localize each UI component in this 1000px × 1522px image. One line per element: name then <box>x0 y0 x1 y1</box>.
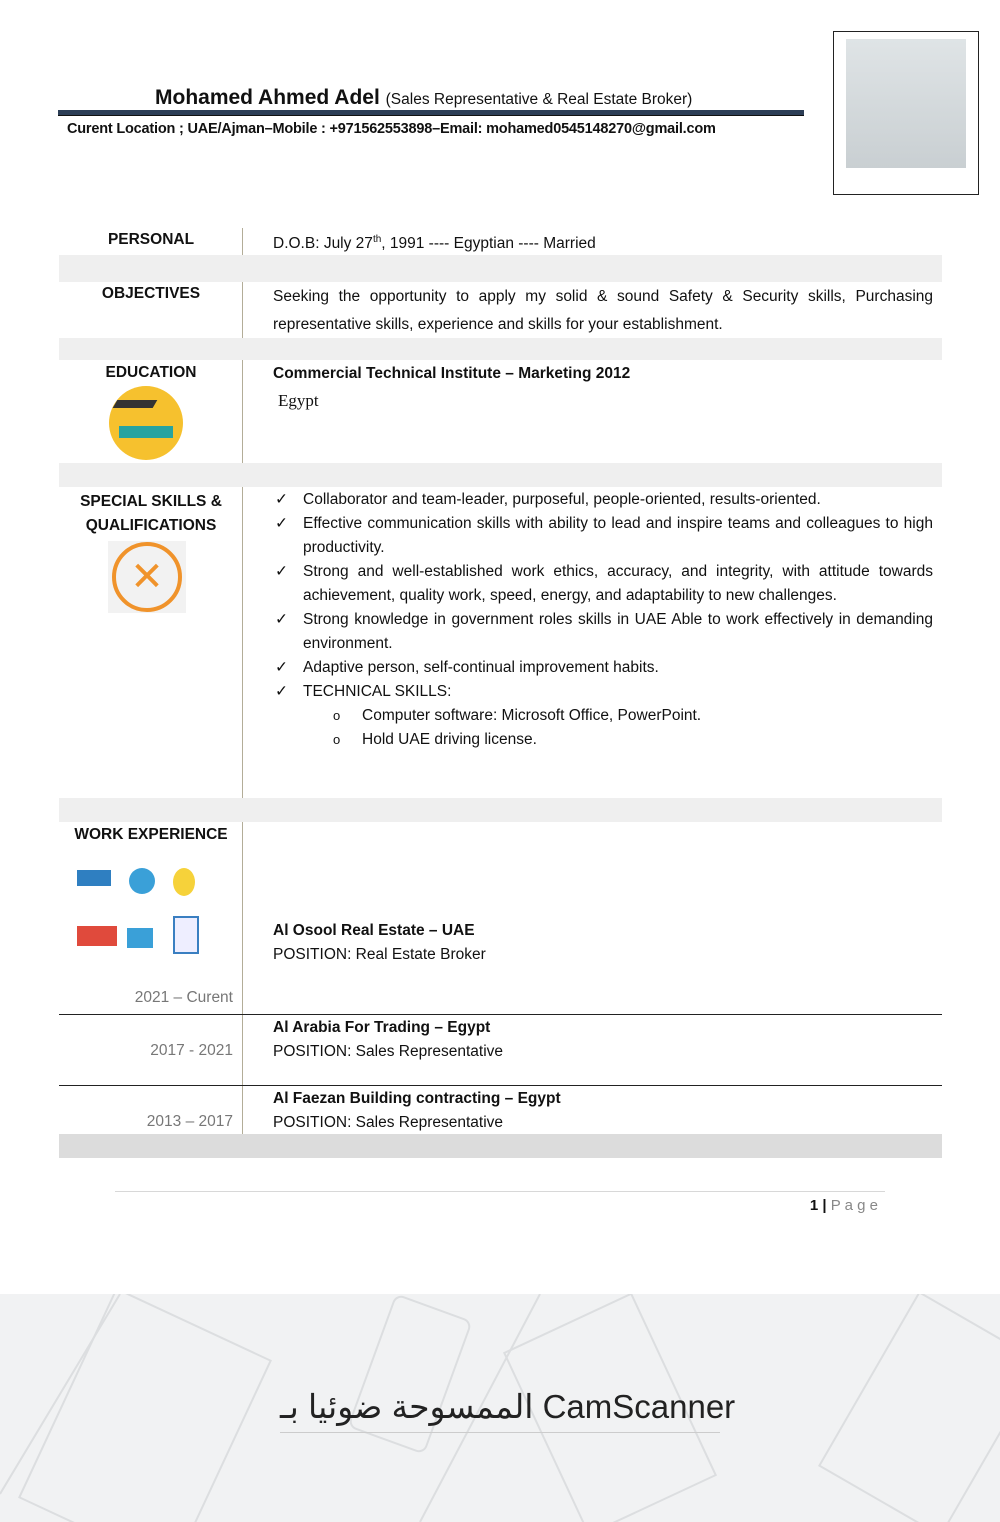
footer-divider <box>115 1191 885 1192</box>
skill-item: ✓ Adaptive person, self-continual improvement habits. <box>273 656 933 680</box>
job-entry <box>273 919 933 967</box>
graduation-cap-icon <box>109 386 183 460</box>
job-company: Al Arabia For Trading – Egypt <box>273 1019 491 1036</box>
candidate-title: (Sales Representative & Real Estate Broker) <box>385 91 693 108</box>
skill-item: ✓ Strong and well-established work ethics, accuracy, and integrity, with attitude towards achievement, quality work, speed, energy, and adaptability to new challenges. <box>273 560 933 608</box>
technical-skill-item: o Computer software: Microsoft Office, PowerPoint. <box>273 704 933 728</box>
row-divider <box>59 1085 942 1086</box>
section-spacer <box>59 798 942 822</box>
section-spacer <box>59 255 942 282</box>
job-position: POSITION: Sales Representative <box>273 1114 504 1131</box>
technical-skill-item: o Hold UAE driving license. <box>273 728 933 752</box>
section-spacer <box>59 338 942 360</box>
job-dates: 2017 - 2021 <box>150 1042 233 1059</box>
column-divider <box>242 228 243 255</box>
tools-icon: ✕ <box>108 541 186 613</box>
skill-item: ✓ TECHNICAL SKILLS: <box>273 680 933 704</box>
row-divider <box>59 1014 942 1015</box>
personal-info: D.O.B: July 27th, 1991 ---- Egyptian ---- Married <box>273 234 596 253</box>
job-company: Al Osool Real Estate – UAE <box>273 922 475 939</box>
personal-label: PERSONAL <box>107 231 195 248</box>
camscanner-watermark: الممسوحة ضوئيا بـ CamScanner <box>280 1388 736 1425</box>
work-label: WORK EXPERIENCE <box>74 826 228 843</box>
job-entry <box>273 1016 933 1064</box>
skill-item: ✓ Strong knowledge in government roles skills in UAE Able to work effectively in demanding environment. <box>273 608 933 656</box>
column-divider <box>242 360 243 463</box>
education-country: Egypt <box>278 391 319 410</box>
column-divider <box>242 282 243 338</box>
header-divider <box>58 110 804 116</box>
work-illustration-icon <box>73 866 207 956</box>
watermark-underline <box>280 1432 720 1433</box>
section-spacer <box>59 1134 942 1158</box>
job-company: Al Faezan Building contracting – Egypt <box>273 1090 561 1107</box>
candidate-name: Mohamed Ahmed Adel (Sales Representative & Real Estate Broker) <box>155 86 693 109</box>
page-number: 1 | P a g e <box>809 1197 878 1214</box>
skill-item: ✓ Effective communication skills with ability to lead and inspire teams and colleagues to high productivity. <box>273 512 933 560</box>
skills-list <box>273 488 933 752</box>
section-spacer <box>59 463 942 487</box>
job-position: POSITION: Sales Representative <box>273 1043 504 1060</box>
contact-line: Curent Location ; UAE/Ajman–Mobile : +971562553898–Email: mohamed0545148270@gmail.com <box>67 121 716 137</box>
job-position: POSITION: Real Estate Broker <box>273 946 486 963</box>
education-school: Commercial Technical Institute – Marketing 2012 <box>273 365 631 382</box>
job-dates: 2021 – Curent <box>134 989 233 1006</box>
objectives-text: Seeking the opportunity to apply my solid & sound Safety & Security skills, Purchasing representative skills, experience and skills for your establishment. <box>273 288 933 333</box>
column-divider <box>242 487 243 798</box>
profile-photo <box>833 31 979 195</box>
job-dates: 2013 – 2017 <box>146 1113 233 1130</box>
education-label: EDUCATION <box>105 364 197 381</box>
objectives-label: OBJECTIVES <box>101 285 201 302</box>
skill-item: ✓ Collaborator and team-leader, purposeful, people-oriented, results-oriented. <box>273 488 933 512</box>
column-divider <box>242 822 243 1134</box>
skills-label: SPECIAL SKILLS & QUALIFICATIONS <box>80 493 222 534</box>
job-entry <box>273 1087 933 1135</box>
